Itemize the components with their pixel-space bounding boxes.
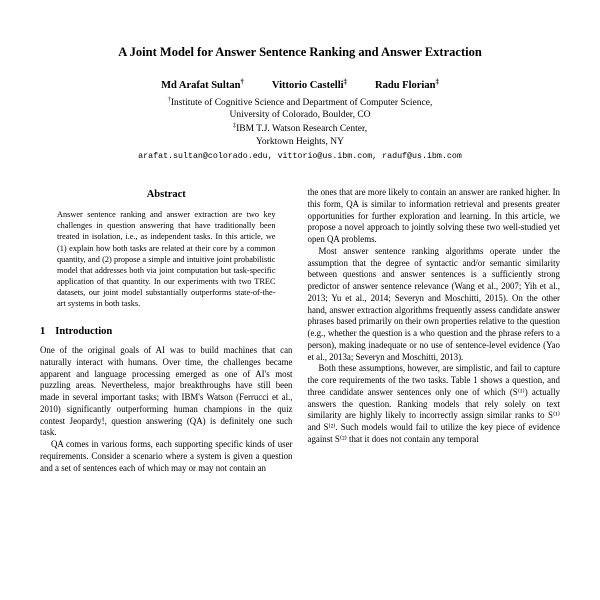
author-mark: ‡ xyxy=(343,77,348,86)
abstract-heading: Abstract xyxy=(146,189,186,201)
affiliation-line: ‡IBM T.J. Watson Research Center, xyxy=(232,121,368,135)
author-mark: † xyxy=(240,77,244,86)
affiliation-block xyxy=(40,96,560,148)
author-name: Radu Florian‡ xyxy=(375,77,439,91)
affiliation-mark: ‡ xyxy=(232,121,237,129)
left-column xyxy=(40,187,293,474)
body-paragraph: Both these assumptions, however, are simplistic, and fail to capture the core requirements of the two tasks. Table 1 shows a question, and three candidate answer sentences only one of which (S⁽¹⁾) actually answers the question. Ranking models that rely solely on text similarity are highly likely to incorrectly assign similar ranks to S⁽¹⁾ and S⁽²⁾. Such models would fail to utilize the key piece of evidence against S⁽²⁾ that it does not contain any temporal xyxy=(307,363,560,444)
body-paragraph: Most answer sentence ranking algorithms operate under the assumption that the degree of syntactic and/or semantic similarity between questions and answer sentences is a sufficiently strong predictor of answer sentence relevance (Wang et al., 2007; Yih et al., 2013; Yu et al., 2014; Severyn and Moschitti, 2015). On the other hand, answer extraction algorithms frequently assess candidate answer phrases based primarily on their own properties relative to the question (e.g., whether the question is a who question and the phrase refers to a person), making inadequate or no use of sentence-level evidence (Yao et al., 2013a; Severyn and Moschitti, 2013). xyxy=(307,245,560,362)
author-mark: ‡ xyxy=(435,77,439,86)
author-line xyxy=(40,77,560,91)
section-number: 1 xyxy=(40,326,46,338)
affiliation-line: Yorktown Heights, NY xyxy=(256,136,344,147)
paper-title: A Joint Model for Answer Sentence Ranking and Answer Extraction xyxy=(118,45,482,59)
affiliation-line: †Institute of Cognitive Science and Department of Computer Science, xyxy=(167,95,433,108)
section-title: Introduction xyxy=(55,326,113,338)
right-column xyxy=(308,187,561,474)
author-name: Md Arafat Sultan† xyxy=(161,77,244,91)
affiliation-line: University of Colorado, Boulder, CO xyxy=(229,110,371,121)
affiliation-mark: † xyxy=(167,95,171,103)
email-line: arafat.sultan@colorado.edu, vittorio@us.ibm.com, raduf@us.ibm.com xyxy=(138,152,462,162)
body-paragraph: QA comes in various forms, each supporting specific kinds of user requirements. Consider a scenario where a system is given a question and a set of sentences each of which may or may not contain an xyxy=(40,439,293,473)
body-paragraph: the ones that are more likely to contain an answer are ranked higher. In this form, QA is similar to information retrieval and presents greater opportunities for further exploration and learning. In this article, we propose a novel approach to jointly solving these two well-studied yet open QA problems. xyxy=(307,187,560,245)
abstract-text: Answer sentence ranking and answer extraction are two key challenges in question answering that have traditionally been treated in isolation, i.e., as independent tasks. In this article, we (1) explain how both tasks are related at their core by a common quantity, and (2) propose a simple and intuitive joint probabilistic model that addresses both via joint computation but task-specific application of that quantity. In our experiments with two TREC datasets, our joint model substantially outperforms state-of-the-art systems in both tasks. xyxy=(57,210,276,309)
two-column-body xyxy=(40,187,560,474)
section-heading-introduction xyxy=(40,326,293,337)
body-paragraph: One of the original goals of AI was to build machines that can naturally interact with humans. Over time, the challenges became apparent and language processing emerged as one of AI's most puzzling areas. Nevertheless, major breakthroughs have still been made in several important tasks; with IBM's Watson (Ferrucci et al., 2010) significantly outperforming human champions in the quiz contest Jeopardy!, question answering (QA) is definitely one such task. xyxy=(40,345,293,438)
author-name: Vittorio Castelli‡ xyxy=(271,77,348,91)
